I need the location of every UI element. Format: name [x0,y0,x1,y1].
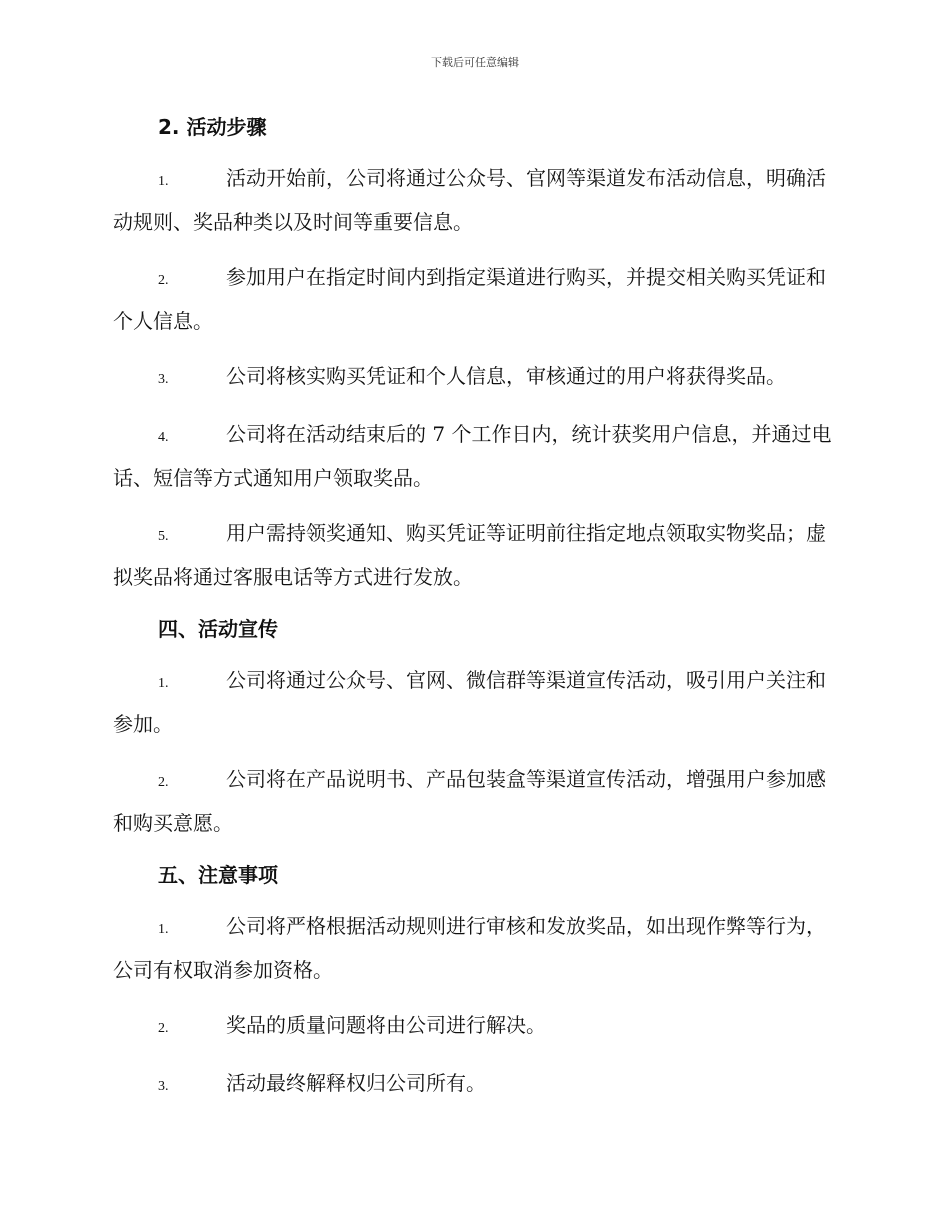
list-item-text: 公司将在活动结束后的 7 个工作日内，统计获奖用户信息，并通过电话、短信等方式通知用户领取奖品。 [113,422,832,490]
list-item-number: 2. [158,273,169,288]
list-item-number: 3. [158,1079,169,1094]
list-item [113,158,838,243]
section-heading-activity-steps: 2. 活动步骤 [158,115,267,139]
section-heading-promotion: 四、活动宣传 [158,617,278,641]
list-item [113,759,838,844]
list-item [113,1005,838,1049]
list-item-number: 5. [158,529,169,544]
list-item-text: 活动最终解释权归公司所有。 [226,1071,486,1095]
list-item-text: 活动开始前，公司将通过公众号、官网等渠道发布活动信息，明确活动规则、奖品种类以及时间等重要信息。 [113,166,826,234]
list-item-number: 2. [158,1021,169,1036]
list-item-text: 公司将核实购买凭证和个人信息，审核通过的用户将获得奖品。 [226,364,786,388]
list-item-text: 奖品的质量问题将由公司进行解决。 [226,1013,546,1037]
list-item [113,1063,838,1107]
list-item [113,356,838,400]
list-item [113,906,838,991]
list-item-number: 1. [158,174,169,189]
list-item-text: 公司将通过公众号、官网、微信群等渠道宣传活动，吸引用户关注和参加。 [113,668,826,736]
list-item [113,513,838,598]
list-item-number: 3. [158,372,169,387]
list-item [113,257,838,342]
list-item-number: 2. [158,775,169,790]
list-item-text: 用户需持领奖通知、购买凭证等证明前往指定地点领取实物奖品；虚拟奖品将通过客服电话等方式进行发放。 [113,521,826,589]
list-item-number: 4. [158,430,169,445]
section-heading-notes: 五、注意事项 [158,863,278,887]
list-item-text: 参加用户在指定时间内到指定渠道进行购买，并提交相关购买凭证和个人信息。 [113,265,826,333]
page-header: 下载后可任意编辑 [431,56,519,69]
list-item-text: 公司将严格根据活动规则进行审核和发放奖品，如出现作弊等行为，公司有权取消参加资格。 [113,914,826,982]
list-item [113,414,838,499]
list-item-number: 1. [158,676,169,691]
list-item [113,660,838,745]
list-item-number: 1. [158,922,169,937]
document-body [113,110,838,1121]
list-item-text: 公司将在产品说明书、产品包装盒等渠道宣传活动，增强用户参加感和购买意愿。 [113,767,826,835]
